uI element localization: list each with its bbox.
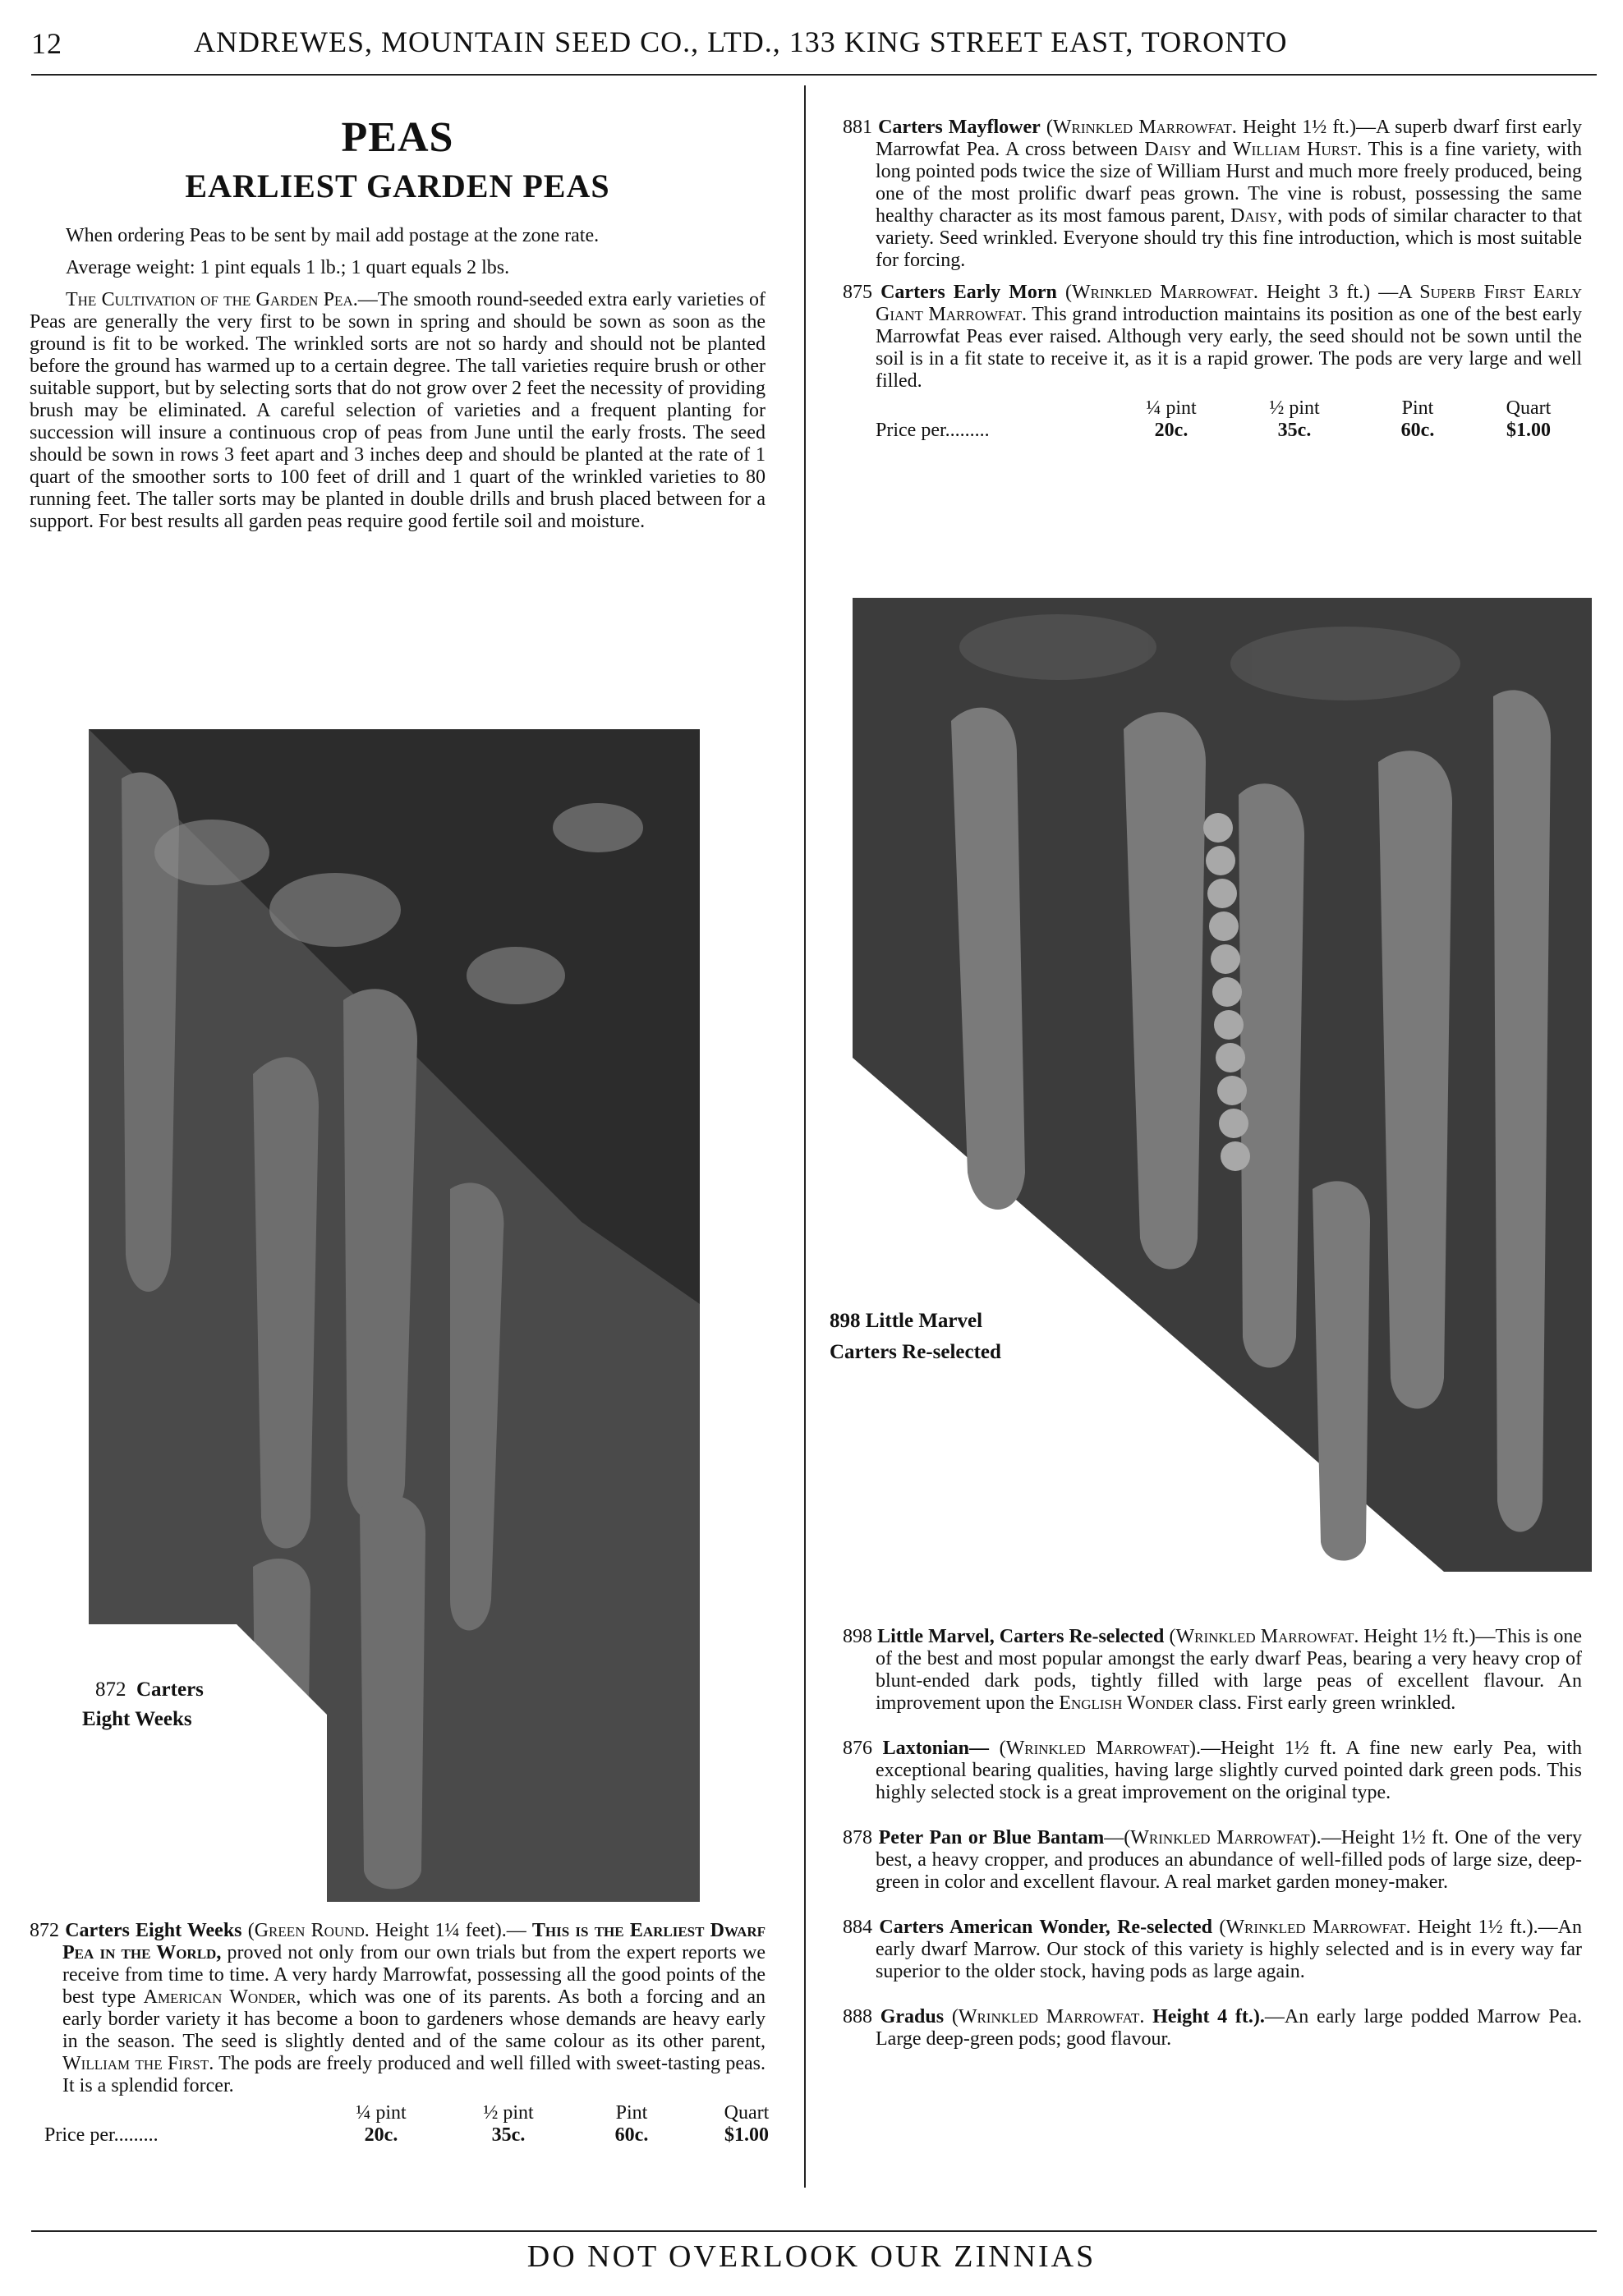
price-table-872 [44, 2102, 770, 2147]
entry-text-3: . The pods are freely produced and well filled with sweet-tasting peas. It is a splendid forcer. [62, 2053, 766, 2096]
price-header: ¼ pint [1146, 397, 1197, 419]
entry-text-1: Height 1½ ft.)—This is one of the best and most popular amongst the early dwarf Peas, bearing a very heavy crop of blunt-ended dark pods, tightly filled with large peas of excellent flavour. An improvement upon the [876, 1626, 1582, 1714]
entry-text: —Height 1½ ft. A fine new early Pea, with exceptional bearing qualities, having large slightly curved pointed dark green pods. This highly selected stock is a great improvement on the original type. [876, 1738, 1583, 1803]
entry-number: 898 [843, 1626, 872, 1647]
entry-number: 878 [843, 1827, 872, 1848]
left-column [30, 113, 766, 533]
entry-text: —Height 1½ ft. One of the very best, a heavy cropper, and produces an abundance of well-filled pods of large size, deep-green in color and excellent flavour. A real market garden money-maker. [876, 1827, 1583, 1893]
entry-number: 888 [843, 2006, 872, 2027]
price-header: ½ pint [483, 2102, 534, 2124]
cultivation-label: The Cultivation of the Garden Pea. [66, 289, 358, 310]
price-header: Pint [1401, 397, 1434, 419]
price-value: 35c. [491, 2124, 526, 2146]
entry-text-3: . This is a fine variety, with long pointed pods twice the size of William Hurst and much more freely produced, being one of the most prolific dwarf peas grown. The vine is robust, possessing the same healthy character as its most famous parent, [876, 139, 1582, 227]
entry-height: Height 3 ft.) [1257, 282, 1371, 303]
caption-name-1: Carters [136, 1678, 204, 1701]
entry-name: Carters Eight Weeks [65, 1920, 242, 1941]
entry-text-1: Height 1½ ft.)—A superb dwarf first early Marrowfat Pea. A cross between [876, 117, 1583, 160]
entry-text: —An early large podded Marrow Pea. Large deep-green pods; good flavour. [876, 2006, 1582, 2050]
entry-type: —(Wrinkled Marrowfat). [1104, 1827, 1322, 1848]
price-header: ½ pint [1269, 397, 1320, 419]
entry-lead: This is the Earliest Dwarf Pea in the World, [62, 1920, 766, 1963]
price-label: Price per......... [876, 420, 990, 441]
entry-daisy-2: Daisy [1230, 205, 1278, 227]
entry-lead: —A Superb First Early Giant Marrowfat. [876, 282, 1583, 325]
price-header: Quart [1506, 397, 1552, 419]
price-header: Quart [724, 2102, 770, 2124]
entry-type: (Wrinkled Marrowfat. [1046, 117, 1237, 138]
entry-name: Carters Early Morn [880, 282, 1057, 303]
entry-height: Height 4 ft.). [1144, 2006, 1265, 2027]
weight-note: Average weight: 1 pint equals 1 lb.; 1 quart equals 2 lbs. [66, 257, 510, 278]
entry-height: Height 1¼ feet).— [375, 1920, 526, 1941]
right-column-top [843, 117, 1582, 442]
entry-text: This grand introduction maintains its position as one of the best early Marrowfat Peas ever raised. Although very early, the seed should not be sown until the soil is in a fit state to receive it, as it is a rapid grower. The pods are very large and well filled. [876, 304, 1582, 392]
entry-type: (Wrinkled Marrowfat. [1219, 1917, 1411, 1938]
footer-rule [31, 2230, 1597, 2232]
entry-american-wonder: American Wonder [143, 1986, 297, 2008]
cultivation-paragraph [30, 289, 766, 533]
pea-pods-illustration [853, 598, 1592, 1572]
column-divider [804, 85, 806, 2188]
entry-name: Gradus [880, 2006, 945, 2027]
entry-881 [843, 117, 1582, 272]
price-value: 60c. [614, 2124, 649, 2146]
header-title: ANDREWES, MOUNTAIN SEED CO., LTD., 133 KING STREET EAST, TORONTO [194, 25, 1288, 58]
entry-name: Peter Pan or Blue Bantam [878, 1827, 1105, 1848]
entry-english-wonder: English Wonder [1059, 1692, 1194, 1714]
photo-caption-872 [82, 1675, 263, 1734]
entry-type: (Wrinkled Marrowfat. [1169, 1626, 1359, 1647]
entry-884 [843, 1917, 1582, 1983]
entry-text-4: , with pods of similar character to that variety. Seed wrinkled. Everyone should try this fine introduction, which is most suitable for forcing. [876, 205, 1583, 271]
entry-text-2: , which was one of its parents. As both a forcing and an early border variety it has become a boon to gardeners whose demands are heavy early in the season. The seed is slightly dented and of the same colour as its other parent, [62, 1986, 766, 2052]
entry-william: William the First [62, 2053, 209, 2074]
entry-number: 884 [843, 1917, 872, 1938]
entry-898 [843, 1626, 1582, 1715]
price-value: 20c. [1154, 420, 1189, 441]
entry-type: (Wrinkled Marrowfat). [999, 1738, 1202, 1759]
page-number: 12 [31, 27, 62, 60]
section-subheading: EARLIEST GARDEN PEAS [185, 168, 610, 204]
photo-little-marvel [853, 598, 1592, 1572]
price-header: ¼ pint [356, 2102, 407, 2124]
price-value: $1.00 [724, 2124, 769, 2146]
entry-name: Laxtonian— [882, 1738, 989, 1759]
entry-number: 872 [30, 1920, 59, 1941]
caption-line-1: 898 Little Marvel [830, 1310, 983, 1332]
entry-number: 881 [843, 117, 872, 138]
caption-line-2: Carters Re-selected [830, 1341, 1001, 1363]
photo-caption-898 [830, 1306, 1092, 1368]
caption-name-2: Eight Weeks [82, 1708, 192, 1730]
page-footer: DO NOT OVERLOOK OUR ZINNIAS [526, 2239, 1097, 2274]
entry-872-block [30, 1920, 770, 2147]
entry-number: 875 [843, 282, 872, 303]
entry-text-2: class. First early green wrinkled. [1193, 1692, 1456, 1714]
entry-type: (Green Round. [247, 1920, 370, 1941]
entry-type: (Wrinkled Marrowfat. [1064, 282, 1258, 303]
entry-872 [30, 1920, 766, 2097]
price-table-875 [876, 397, 1582, 442]
entry-name: Little Marvel, Carters Re-selected [877, 1626, 1165, 1647]
cultivation-text: —The smooth round-seeded extra early varieties of Peas are generally the very first to be sown in spring and should be sown as soon as the ground is fit to be worked. The wrinkled sorts are not so hardy and should not be planted before the ground has warmed up to a certain degree. The tall varieties require brush or other suitable support, but by selecting sorts that do not grow over 2 feet the necessity of providing brush may be eliminated. A careful selection of varieties and a frequent planting for succession will insure a continuous crop of peas from June until the early frosts. The seed should be sown in rows 3 feet apart and 3 inches deep and should be planted at the rate of 1 quart of the smoother sorts to 100 feet of drill and 1 quart of the wrinkled varieties to 80 running feet. The taller sorts may be planted in double drills and brush placed between for a support. For best results all garden peas require good fertile soil and moisture. [30, 289, 766, 532]
entry-875 [843, 282, 1582, 393]
entry-888 [843, 2006, 1582, 2050]
page-header [31, 21, 1597, 71]
entry-daisy: Daisy [1144, 139, 1192, 160]
price-value: 60c. [1400, 420, 1435, 441]
price-value: 20c. [364, 2124, 398, 2146]
caption-number: 872 [95, 1678, 126, 1701]
entry-name: Carters American Wonder, Re-selected [879, 1917, 1213, 1938]
entry-william-hurst: William Hurst [1233, 139, 1357, 160]
entry-text-2: and [1191, 139, 1234, 160]
price-label: Price per......... [44, 2124, 159, 2146]
price-value: $1.00 [1506, 420, 1551, 441]
entry-number: 876 [843, 1738, 872, 1759]
entry-878 [843, 1827, 1582, 1894]
section-heading: PEAS [341, 114, 454, 161]
price-value: 35c. [1277, 420, 1312, 441]
entry-name: Carters Mayflower [878, 117, 1041, 138]
postage-note: When ordering Peas to be sent by mail add postage at the zone rate. [66, 225, 600, 246]
entry-text-1: proved not only from our own trials but from the expert reports we receive from time to time. A very hardy Marrowfat, possessing all the good points of the best type [62, 1942, 766, 2008]
right-column-bottom [843, 1626, 1582, 2050]
header-rule [31, 74, 1597, 76]
entry-type: (Wrinkled Marrowfat. [951, 2006, 1145, 2027]
entry-876 [843, 1738, 1582, 1804]
price-header: Pint [615, 2102, 648, 2124]
entry-text: Height 1½ ft.).—An early dwarf Marrow. Our stock of this variety is highly selected and is in every way far superior to the older stock, having pods as large again. [876, 1917, 1583, 1982]
